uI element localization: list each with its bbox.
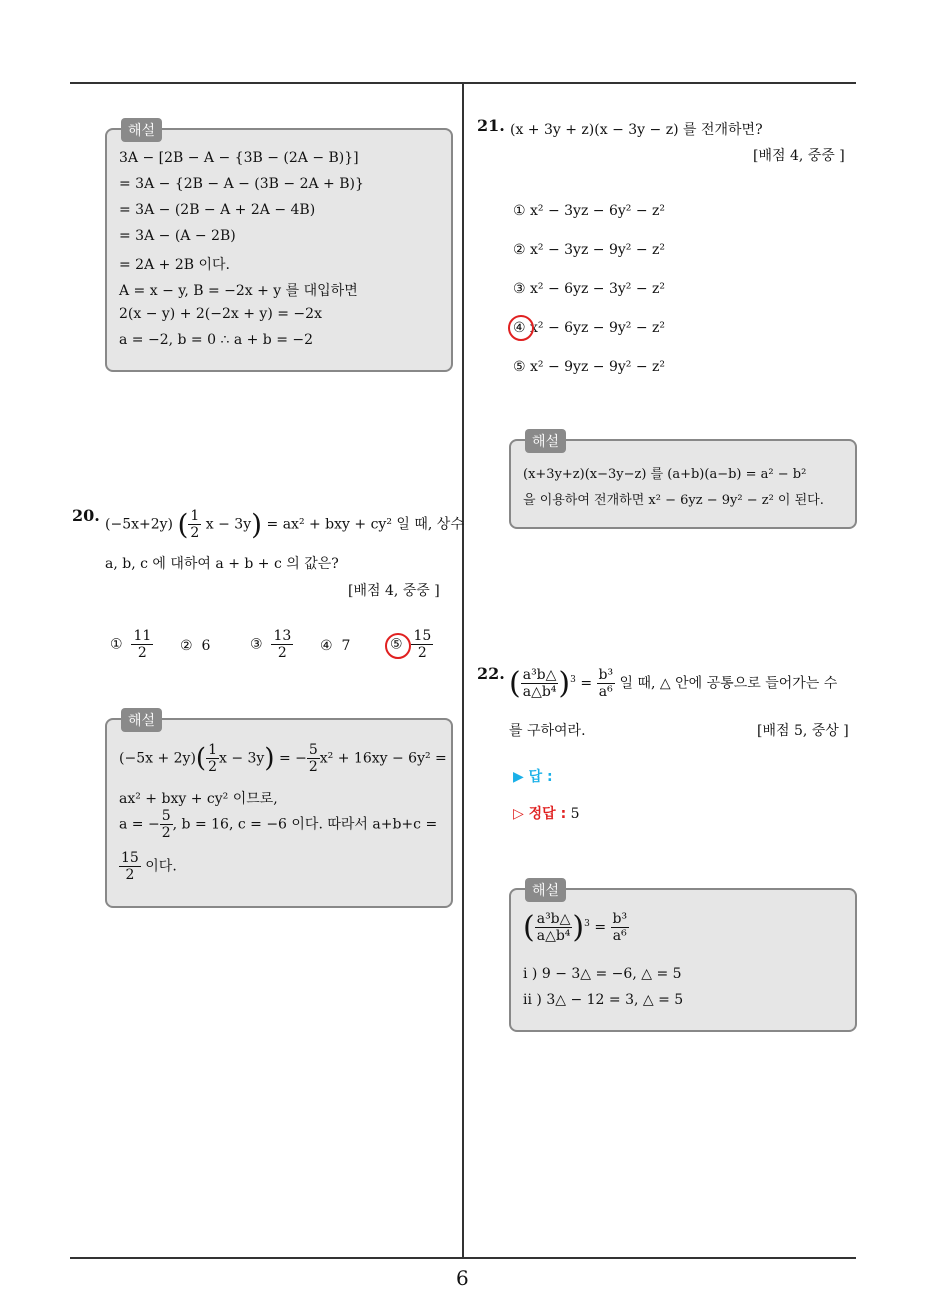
q20-option-3[interactable]: ③ $\frac{13}{2}$ [250, 628, 292, 661]
answer-label: ▶ 답 : [513, 769, 553, 785]
q21-option-3[interactable]: ③ x² − 6yz − 3y² − z² [513, 281, 666, 297]
question-20-number: 20. [72, 506, 100, 525]
q21-option-4[interactable]: ④ x² − 6yz − 9y² − z² [513, 320, 666, 336]
bottom-rule [70, 1257, 856, 1259]
question-22-line2: 를 구하여라. [509, 723, 586, 739]
q20-option-2[interactable]: ② 6 [180, 638, 211, 654]
question-21-number: 21. [477, 116, 505, 135]
question-22-score: [배점 5, 중상 ] [757, 723, 849, 739]
answer-input[interactable] [590, 764, 790, 784]
question-21-score: [배점 4, 중중 ] [753, 148, 845, 164]
question-20-line2: a, b, c 에 대하여 a + b + c 의 값은? [105, 556, 339, 572]
solution-line: i ) 9 − 3△ = −6, △ = 5 [523, 966, 682, 982]
q20-expr-b: x − 3y [205, 516, 252, 533]
solution-label: 해설 [525, 878, 566, 902]
solution-line: ax² + bxy + cy² 이므로, [119, 791, 278, 807]
q21-option-2[interactable]: ② x² − 3yz − 9y² − z² [513, 242, 666, 258]
selected-answer-circle [508, 315, 534, 341]
solution-line: = 3A − {2B − A − (3B − 2A + B)} [119, 176, 364, 192]
solution-line: a = −2, b = 0 ∴ a + b = −2 [119, 332, 314, 348]
q20-expr-c: = ax² + bxy + cy² 일 때, 상수 [266, 516, 464, 533]
solution-line: $\frac{15}{2}$ 이다. [121, 850, 177, 883]
question-21-text: (x + 3y + z)(x − 3y − z) 를 전개하면? [510, 122, 763, 138]
q21-option-5[interactable]: ⑤ x² − 9yz − 9y² − z² [513, 359, 666, 375]
question-22-number: 22. [477, 664, 505, 683]
q20-option-5[interactable]: ⑤ $\frac{15}{2}$ [390, 628, 432, 661]
solution-line: 3A − [2B − A − {3B − (2A − B)}] [119, 150, 359, 166]
question-20-line1: (−5x+2y) ( $\frac{1}{2}$ x − 3y) = ax² + bxy + cy² 일 때, 상수 [105, 508, 464, 541]
solution-20-box [105, 713, 453, 908]
solution-line: ii ) 3△ − 12 = 3, △ = 5 [523, 992, 684, 1008]
question-20-score: [배점 4, 중중 ] [348, 583, 440, 599]
solution-line: ( $\frac{\text{a³b△}}{\text{a△b⁴}}$ )$^3$ = $\frac{\text{b³}}{\text{a⁶}}$ [523, 910, 628, 945]
solution-line: a = − $\frac{5}{2}$ , b = 16, c = −6 이다. 따라서 a+b+c = [119, 808, 438, 841]
question-22-line1: ( $\frac{\text{a³b△}}{\text{a△b⁴}}$ )$^3$ = $\frac{\text{b³}}{\text{a⁶}}$ 일 때, △ 안에 공통으로 들어가는 수 [509, 666, 838, 701]
column-divider [462, 84, 464, 1258]
solution-line: (x+3y+z)(x−3y−z) 를 (a+b)(a−b) = a² − b² [523, 467, 807, 482]
q20-expr-a: (−5x+2y) [105, 516, 174, 533]
solution-line: 2(x − y) + 2(−2x + y) = −2x [119, 306, 322, 322]
q20-option-1[interactable]: ① $\frac{11}{2}$ [110, 628, 152, 661]
correct-answer: ▷ 정답 : 5 [513, 806, 580, 822]
solution-label: 해설 [121, 708, 162, 732]
solution-line: (−5x + 2y)( $\frac{1}{2}$ x − 3y) = − $\frac{5}{2}$ x² + 16xy − 6y² = [119, 742, 447, 775]
solution-label: 해설 [121, 118, 162, 142]
q22-fraction: $\frac{\text{a³b△}}{\text{a△b⁴}}$ [522, 667, 557, 700]
solution-line: = 3A − (A − 2B) [119, 228, 236, 244]
solution-line: A = x − y, B = −2x + y 를 대입하면 [119, 283, 358, 299]
q20-option-4[interactable]: ④ 7 [320, 638, 351, 654]
solution-label: 해설 [525, 429, 566, 453]
solution-22-box [509, 883, 857, 1032]
solution-line: = 2A + 2B 이다. [119, 257, 230, 273]
solution-line: = 3A − (2B − A + 2A − 4B) [119, 202, 316, 218]
solution-21-box [509, 434, 857, 529]
selected-answer-circle [385, 633, 411, 659]
q20-fraction: $\frac{1}{2}$ [190, 508, 200, 541]
solution-19-box [105, 123, 453, 372]
page-number: 6 [456, 1266, 469, 1290]
solution-line: 을 이용하여 전개하면 x² − 6yz − 9y² − z² 이 된다. [523, 493, 824, 508]
q21-option-1[interactable]: ① x² − 3yz − 6y² − z² [513, 203, 666, 219]
